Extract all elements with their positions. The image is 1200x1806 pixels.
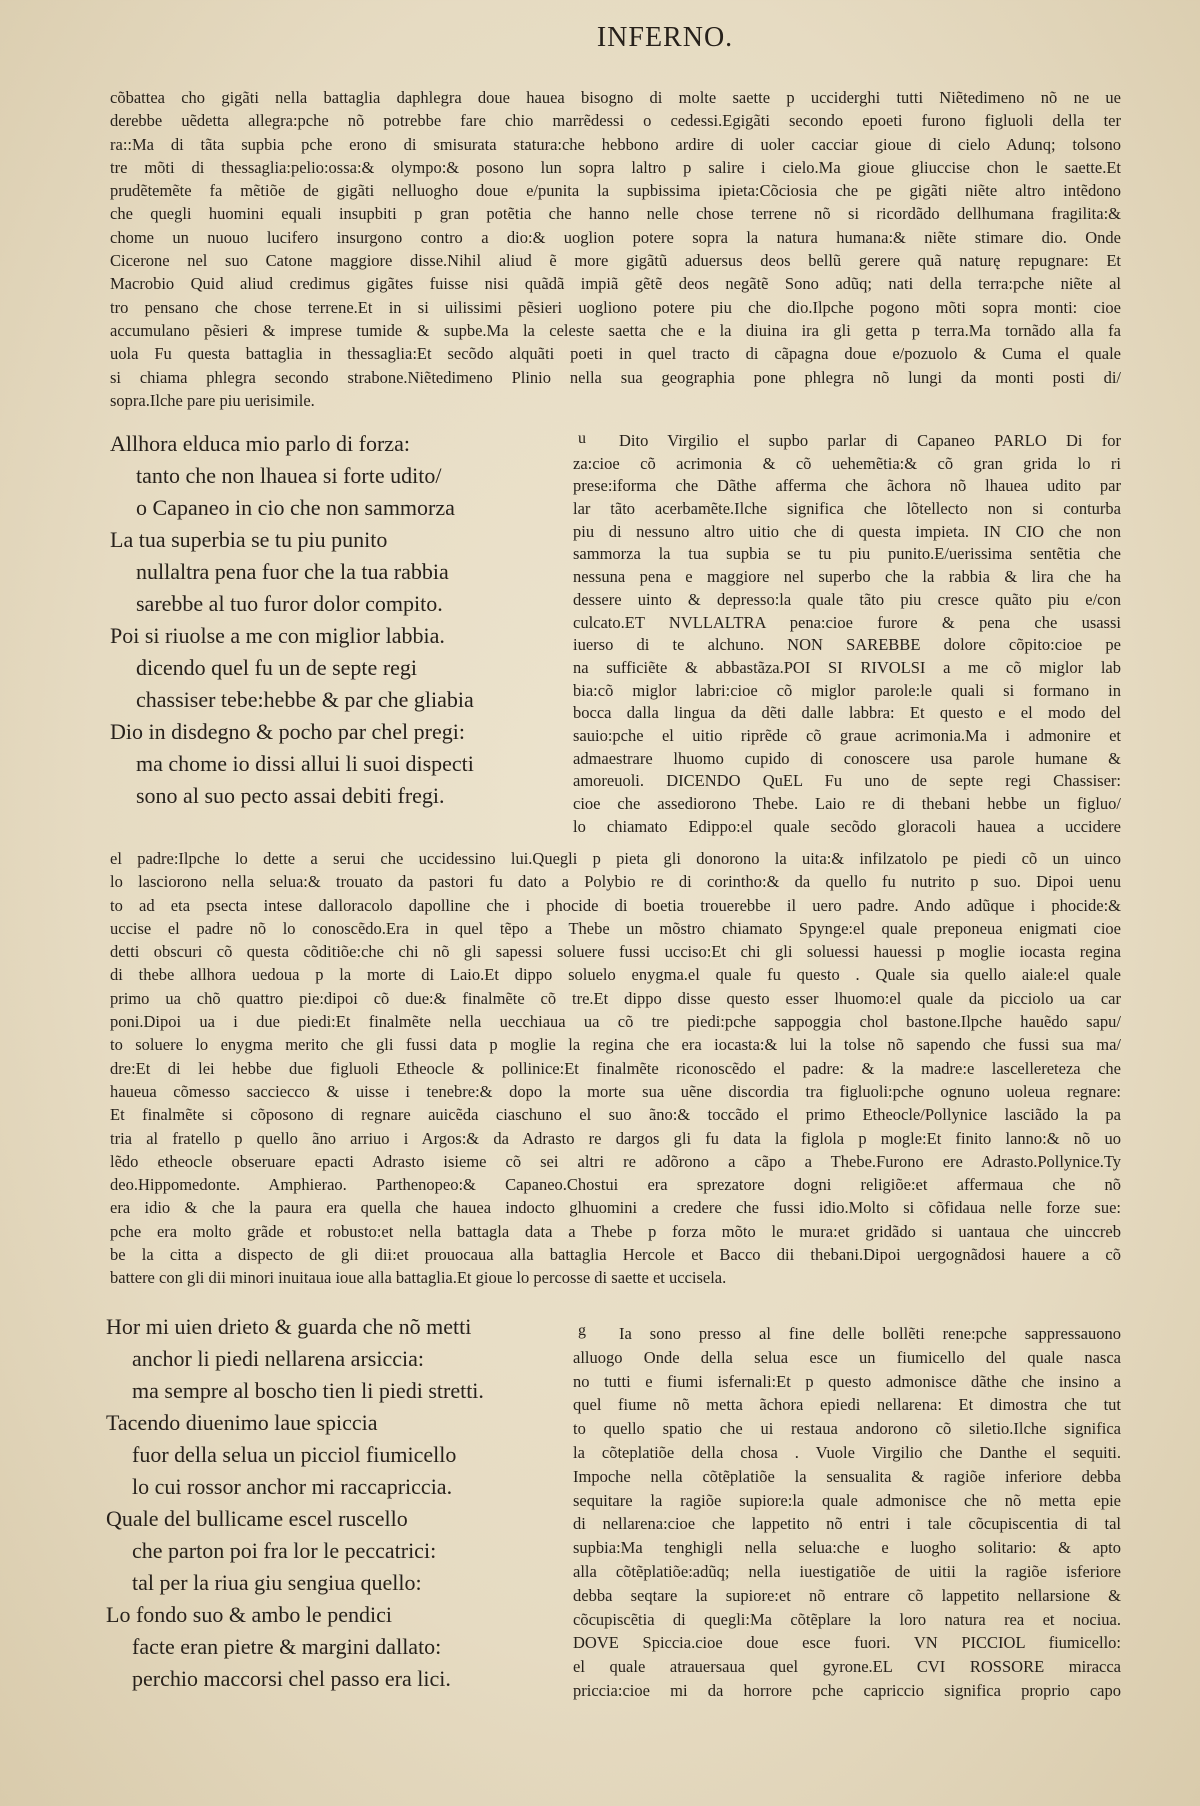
- text-line: poni.Dipoi ua i due piedi:Et finalmẽte nella uecchiaua ua cõ tre piedi:pche sappoggia chol bastone.Ilpche hauẽdo sapu/: [110, 1012, 1121, 1032]
- text-line: el padre:Ilpche lo dette a serui che uccidessino lui.Quegli p pieta gli donorono la uita:& infilzatolo pe piedi cõ un uinco: [110, 849, 1121, 868]
- text-line: lo cui rossor anchor mi raccapriccia.: [132, 1474, 453, 1499]
- text-line: Tacendo diuenimo laue spiccia: [106, 1410, 378, 1435]
- text-line: facte eran pietre & margini dallato:: [132, 1634, 442, 1659]
- commentary-column-2: [573, 1322, 1121, 1703]
- text-line: uccise el padre nõ lo conoscẽdo.Era in quel tẽpo a Thebe un mõstro chiamato Spynge:el quale preponeua enigmati cioe: [110, 918, 1121, 938]
- text-line: Ia sono presso al fine delle bollẽti rene:pche sappressauono: [619, 1324, 1121, 1343]
- text-line: era idio & che la paura era quella che hauea indocto glhuomini a credere che fussi idio.Molto si cõfidaua nelle forze sue:: [110, 1198, 1121, 1218]
- text-line: za:cioe cõ acrimonia & cõ uehemẽtia:& cõ gran grida lo ri: [573, 453, 1121, 473]
- text-line: ra::Ma di tãta supbia pche erono di smisurata statura:che hebbono ardire di uoler cacciar gioue di cielo Adunq; tolsono: [110, 134, 1121, 154]
- text-line: Cicerone nel suo Catone maggiore disse.Nihil aliud ẽ more gigãtũ aduersus deos bellũ gerere quã naturę repugnare: Et: [110, 251, 1121, 271]
- verse-stanza-1: [110, 428, 550, 812]
- text-line: Impoche nella cõtẽplatiõe la sensualita & ragiõe inferiore debba: [573, 1466, 1121, 1486]
- text-line: nessuna pena e maggiore nel superbo che la rabbia & lira che ha: [573, 567, 1121, 587]
- text-line: lar tãto acerbamẽte.Ilche significa che lõtellecto non si conturba: [573, 499, 1121, 519]
- text-line: prese:iforma che Dãthe afferma che ãchora nõ lhauea udito par: [573, 476, 1121, 496]
- text-line: uola Fu questa battaglia in thessaglia:Et secõdo alquãti poeti in quel tracto di cãpagna doue e/pozuolo & Cuma el quale: [110, 344, 1121, 364]
- text-line: piu di nessuno altro uitio che di questa impieta. IN CIO che non: [573, 521, 1121, 541]
- text-line: tre mõti di thessaglia:pelio:ossa:& olympo:& posono lun sopra laltro p salire i cielo.Ma gioue gliuccise chon le saette.Et: [110, 157, 1121, 177]
- text-line: accumulano pẽsieri & imprese tumide & supbe.Ma la celeste saetta che e la diuina ira gli getta p terra.Ma tornãdo alla fa: [110, 320, 1121, 340]
- text-line: cõcupiscẽtia di quegli:Ma cõtẽplare la loro natura rea et nociua.: [573, 1609, 1121, 1629]
- text-line: Macrobio Quid aliud credimus gigãtes fuisse nisi quãdã impiã gẽtẽ deos negãtẽ Sono adũq; nati della terra:pche niẽte al: [110, 274, 1121, 294]
- text-line: no tutti e fiumi isfernali:Et p questo admonisce dãthe che insino a: [573, 1371, 1121, 1391]
- text-line: sarebbe al tuo furor dolor compito.: [136, 591, 443, 616]
- text-line: primo ua chõ quattro pie:dipoi cõ due:& finalmẽte cõ tre.Et dippo disse questo esser lhuomo:el quale da picciolo ua car: [110, 988, 1121, 1008]
- text-line: iuerso di te alchuno. NON SAREBBE dolore cõpito:cioe pe: [573, 635, 1121, 655]
- text-line: sequitare la ragiõe supiore:la quale admonisce che nõ metta epie: [573, 1490, 1121, 1510]
- text-line: si chiama phlegra secondo strabone.Niẽtedimeno Plinio nella sua geographia pone phlegra nõ lungi da monti posti di/: [110, 367, 1121, 387]
- text-line: ma chome io dissi allui li suoi dispecti: [136, 751, 474, 776]
- text-line: deo.Hippomedonte. Amphierao. Parthenopeo:& Capaneo.Chostui era sprezatore dogni religiõe:et affermaua che nõ: [110, 1175, 1121, 1195]
- guide-letter: g: [578, 1322, 586, 1339]
- text-line: cõbattea cho gigãti nella battaglia daphlegra doue hauea bisogno di molte saette p ucciderghi tutti Niẽtedimeno nõ ne ue: [110, 88, 1121, 107]
- text-line: cioe che assediorono Thebe. Laio re di thebani hebbe un figluo/: [573, 794, 1121, 813]
- text-line: Poi si riuolse a me con miglior labbia.: [110, 623, 445, 648]
- text-line: pche era molto grãde et robusto:et nella battagla data a Thebe p forza mõto le mura:et gridãdo si uantaua che uinccreb: [110, 1221, 1121, 1241]
- text-line: fuor della selua un picciol fiumicello: [132, 1442, 457, 1467]
- text-line: debba seqtare la supiore:et nõ entrare cõ lappetito nellarsione &: [573, 1585, 1121, 1605]
- text-line: sammorza la tua supbia se tu piu punito.E/uerissima sentẽtia che: [573, 544, 1121, 564]
- text-line: tria al fratello p quello ãno arriuo i Argos:& da Adrasto re dargos gli fu data la figlola p mogle:Et finito lanno:& nõ uo: [110, 1128, 1121, 1148]
- text-line: Dio in disdegno & pocho par chel pregi:: [110, 719, 465, 744]
- text-line: el quale atrauersaua quel gyrone.EL CVI ROSSORE miracca: [573, 1657, 1121, 1677]
- text-line: priccia:cioe mi da horrore pche capriccio significa proprio capo: [573, 1680, 1121, 1700]
- text-line: lo chiamato Edippo:el quale secõdo gloracoli hauea a uccidere: [573, 816, 1121, 836]
- text-line: tro pensano che chose terrene.Et in si uilissimi pẽsieri uogliono potere piu che dio.Ilpche pogono mõti sopra monti: cioe: [110, 297, 1121, 317]
- page-title: INFERNO.: [596, 22, 734, 53]
- text-line: tal per la riua giu sengiua quello:: [132, 1570, 422, 1595]
- text-line: alla cõtẽplatiõe:adũq; nella iuestigatiõe de uitii la ragiõe isferiore: [573, 1561, 1121, 1581]
- text-line: be la citta a dispecto de gli dii:et prouocaua alla battaglia Hercole et Bacco dii thebani.Dipoi uergognãdosi hauere a cõ: [110, 1245, 1121, 1265]
- text-line: to soluere lo enygma merito che gli fussi data p moglie la regina che era iocasta:& lui la tolse nõ sapendo che fussi sua ma/: [110, 1035, 1121, 1055]
- text-line: derebbe uẽdetta allegra:pche nõ potrebbe fare chio marrẽdessi o cedessi.Egigãti secondo epoeti furono figluoli della ter: [110, 111, 1121, 131]
- text-line: lẽdo etheocle obseruare epacti Adrasto isieme cõ sei altri re adõrono a cãpo a Thebe.Furono ere Adrasto.Pollynice.Ty: [110, 1151, 1121, 1171]
- text-line: Dito Virgilio el supbo parlar di Capaneo PARLO Di for: [619, 431, 1121, 450]
- text-line: che quegli huomini equali insupbiti p gran potẽtia che hanno nelle chose terrene nõ si ricordãdo dellhumana fragilita:&: [110, 204, 1121, 224]
- text-line: to quello spatio che ui restaua andorono cõ siletio.Ilche significa: [573, 1419, 1121, 1439]
- text-line: tanto che non lhauea si forte udito/: [136, 463, 442, 488]
- text-line: battere con gli dii minori inuitaua ioue alla battaglia.Et gioue lo percosse di saette et uccisela.: [110, 1268, 727, 1288]
- text-line: amoreuoli. DICENDO QuEL Fu uno de septe regi Chassiser:: [573, 771, 1121, 791]
- text-line: sopra.Ilche pare piu uerisimile.: [110, 390, 315, 410]
- commentary-middle: [110, 847, 1121, 1290]
- text-line: na sufficiẽte & abbastãza.POI SI RIVOLSI a me cõ miglor lab: [573, 657, 1121, 677]
- text-line: bocca dalla lingua da dẽti dalle labbra: Et questo e el modo del: [573, 703, 1121, 723]
- text-line: DOVE Spiccia.cioe doue esce fuori. VN PICCIOL fiumicello:: [573, 1633, 1121, 1653]
- text-line: lo lasciorono nella selua:& trouato da pastori fu dato a Polybio re di corintho:& da quello fu nutrito p suo. Dipoi uenu: [110, 872, 1121, 892]
- text-line: to ad eta psecta intese dalloracolo dapolline che i phocide di boetia trouerebbe il uero padre. Ando adũque i phocide:&: [110, 895, 1121, 915]
- text-line: perchio maccorsi chel passo era lici.: [132, 1666, 451, 1691]
- commentary-column-1: [573, 430, 1121, 838]
- text-line: Hor mi uien drieto & guarda che nõ metti: [106, 1314, 472, 1339]
- text-line: La tua superbia se tu piu punito: [110, 527, 388, 552]
- text-line: chassiser tebe:hebbe & par che gliabia: [136, 687, 474, 712]
- text-line: Quale del bullicame escel ruscello: [106, 1506, 408, 1531]
- text-line: admaestrare lhuomo cupido di conoscere usa parole humane &: [573, 748, 1121, 768]
- text-line: ma sempre al boscho tien li piedi stretti.: [132, 1378, 484, 1403]
- text-line: haueua cõmesso sacciecco & uisse i tenebre:& dopo la morte sua uẽne discordia tra figluoli:pche ognuno uoleua regnare:: [110, 1081, 1121, 1101]
- text-line: quel fiume nõ metta ãchora epiedi nellarena: Et dimostra che tut: [573, 1395, 1121, 1415]
- text-line: che parton poi fra lor le peccatrici:: [132, 1538, 437, 1563]
- text-line: la cõteplatiõe della chosa . Vuole Virgilio che Danthe el sequiti.: [573, 1442, 1121, 1462]
- text-line: culcato.ET NVLLALTRA pena:cioe furore & pena che usassi: [573, 612, 1121, 632]
- commentary-top: [110, 86, 1121, 412]
- text-line: Lo fondo suo & ambo le pendici: [106, 1602, 392, 1627]
- text-line: sauio:pche el uitio riprẽde cõ graue acrimonia.Ma i admonire et: [573, 725, 1121, 745]
- verse-stanza-2: [106, 1311, 556, 1695]
- text-line: supbia:Ma tenghigli nella selua:che e luogho solitario: & apto: [573, 1538, 1121, 1558]
- text-line: prudẽtemẽte fa mẽtiõe de gigãti nelluogho doue e/punita la supbissima ipieta:Cõciosia che pe gigãti niẽte altro intẽdono: [110, 181, 1121, 201]
- text-line: detti obscuri cõ questa cõditiõe:che chi nõ gli sapessi soluere fussi ucciso:Et chi gli soluessi hauessi p moglie iocasta regina: [110, 942, 1121, 962]
- text-line: sono al suo pecto assai debiti fregi.: [136, 783, 445, 808]
- text-line: di thebe allhora uedoua p la morte di Laio.Et dippo soluelo enygma.el quale fu questo . Quale sia quello aiale:el quale: [110, 965, 1121, 985]
- text-line: Et finalmẽte si cõposono di regnare auicẽda ciaschuno el suo ãno:& toccãdo el primo Etheocle/Pollynice lasciãdo la pa: [110, 1105, 1121, 1125]
- text-line: di nellarena:cioe che lappetito nõ entri i tale cõcupiscentia di tal: [573, 1514, 1121, 1534]
- text-line: Allhora elduca mio parlo di forza:: [110, 431, 410, 456]
- text-line: dessere uinto & depresso:la quale tãto piu cresce quãto piu e/con: [573, 589, 1121, 609]
- text-line: anchor li piedi nellarena arsiccia:: [132, 1346, 424, 1371]
- text-line: bia:cõ miglor labri:cioe cõ miglor parole:le quali si formano in: [573, 680, 1121, 700]
- text-line: dre:Et di lei hebbe due figluoli Etheocle & pollinice:Et finalmẽte riconoscẽdo el padre: & la madre:e lascellereteza che: [110, 1058, 1121, 1078]
- text-line: chome un nuouo lucifero insurgono contro a dio:& uoglion potere sopra la natura humana:& niẽte stimare dio. Onde: [110, 227, 1121, 247]
- text-line: o Capaneo in cio che non sammorza: [136, 495, 455, 520]
- text-line: alluogo Onde della selua esce un fiumicello del quale nasca: [573, 1347, 1121, 1367]
- guide-letter: u: [578, 430, 586, 447]
- text-line: dicendo quel fu un de septe regi: [136, 655, 418, 680]
- text-line: nullaltra pena fuor che la tua rabbia: [136, 559, 449, 584]
